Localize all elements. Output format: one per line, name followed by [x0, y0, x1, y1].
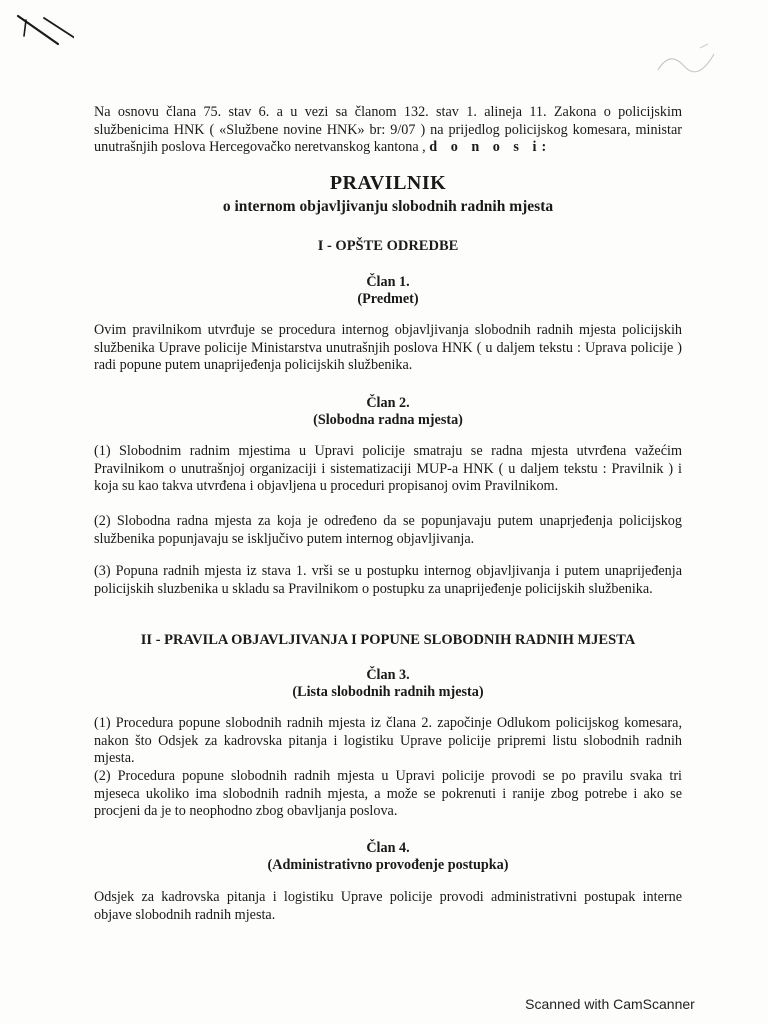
article-2-paragraph-2: (2) Slobodna radna mjesta za koja je određeno da se popunjavaju putem unaprjeđenja policijskog službenika popunjavaju se isključivo putem internog objavljivanja. [94, 513, 682, 547]
article-4-heading [94, 840, 682, 874]
article-subheading: (Lista slobodnih radnih mjesta) [292, 684, 484, 700]
intro-text: Na osnovu člana 75. stav 6. a u vezi sa članom 132. stav 1. alineja 11. Zakona o policijskim službenicima HNK ( «Službene novine HNK» br: 9/07 ) na prijedlog policijskog komesara, ministar unutrašnjih poslova Hercegovačko neretvanskog kantona , [94, 104, 682, 156]
scanner-watermark: Scanned with CamScanner [525, 996, 695, 1012]
article-number: Član 3. [366, 667, 410, 683]
article-3-paragraph-1: (1) Procedura popune slobodnih radnih mjesta iz člana 2. započinje Odlukom policijskog komesara, nakon što Odsjek za kadrovska pitanja i logistiku Uprave policije pripremi listu slobodnih radnih mjesta. [94, 715, 682, 767]
intro-paragraph [94, 104, 682, 157]
faint-stamp-icon [650, 40, 720, 80]
article-3-paragraph-2: (2) Procedura popune slobodnih radnih mjesta u Upravi policije provodi se po pravilu svaka tri mjeseca ukoliko ima slobodnih radnih mjesta, a može se pokrenuti i ranije zbog potrebe i ako se procjeni da je to neophodno zbog obavljanja poslova. [94, 768, 682, 820]
article-2-heading [94, 395, 682, 429]
document-subtitle: o internom objavljivanju slobodnih radnih mjesta [222, 198, 554, 215]
handwritten-mark-icon [14, 10, 74, 50]
article-subheading: (Predmet) [357, 291, 419, 307]
article-number: Član 2. [366, 395, 410, 411]
article-3-heading [94, 667, 682, 701]
document-title: PRAVILNIK [329, 172, 447, 194]
section-heading-1: I - OPŠTE ODREDBE [317, 238, 459, 254]
article-2-paragraph-3: (3) Popuna radnih mjesta iz stava 1. vrši se u postupku internog objavljivanja i putem unaprijeđenja policijskih sluzbenika u skladu sa Pravilnikom o postupku za unaprijeđenje policijskih službenika. [94, 563, 682, 597]
article-subheading: (Administrativno provođenje postupka) [267, 857, 509, 873]
article-1-heading [94, 274, 682, 308]
article-2-paragraph-1: (1) Slobodnim radnim mjestima u Upravi policije smatraju se radna mjesta utvrđena važećim Pravilnikom o unutrašnjoj organizaciji i sistematizaciji MUP-a HNK ( u daljem tekstu : Pravilnik ) i koja su kao takva utvrđena i objavljena u proceduri propisanoj ovim Pravilnikom. [94, 443, 682, 495]
article-number: Član 4. [366, 840, 410, 856]
article-subheading: (Slobodna radna mjesta) [313, 412, 463, 428]
article-number: Član 1. [366, 274, 410, 290]
section-heading-2: II - PRAVILA OBJAVLJIVANJA I POPUNE SLOBODNIH RADNIH MJESTA [140, 632, 636, 648]
article-1-text: Ovim pravilnikom utvrđuje se procedura internog objavljivanja slobodnih radnih mjesta policijskih službenika Uprave policije Ministarstva unutrašnjih poslova HNK ( u daljem tekstu : Uprava policije ) radi popune putem unaprijeđenja policijskih službenika. [94, 322, 682, 374]
donosi-text: d o n o s i: [429, 139, 552, 156]
article-4-text: Odsjek za kadrovska pitanja i logistiku Uprave policije provodi administrativni postupak interne objave slobodnih radnih mjesta. [94, 889, 682, 923]
